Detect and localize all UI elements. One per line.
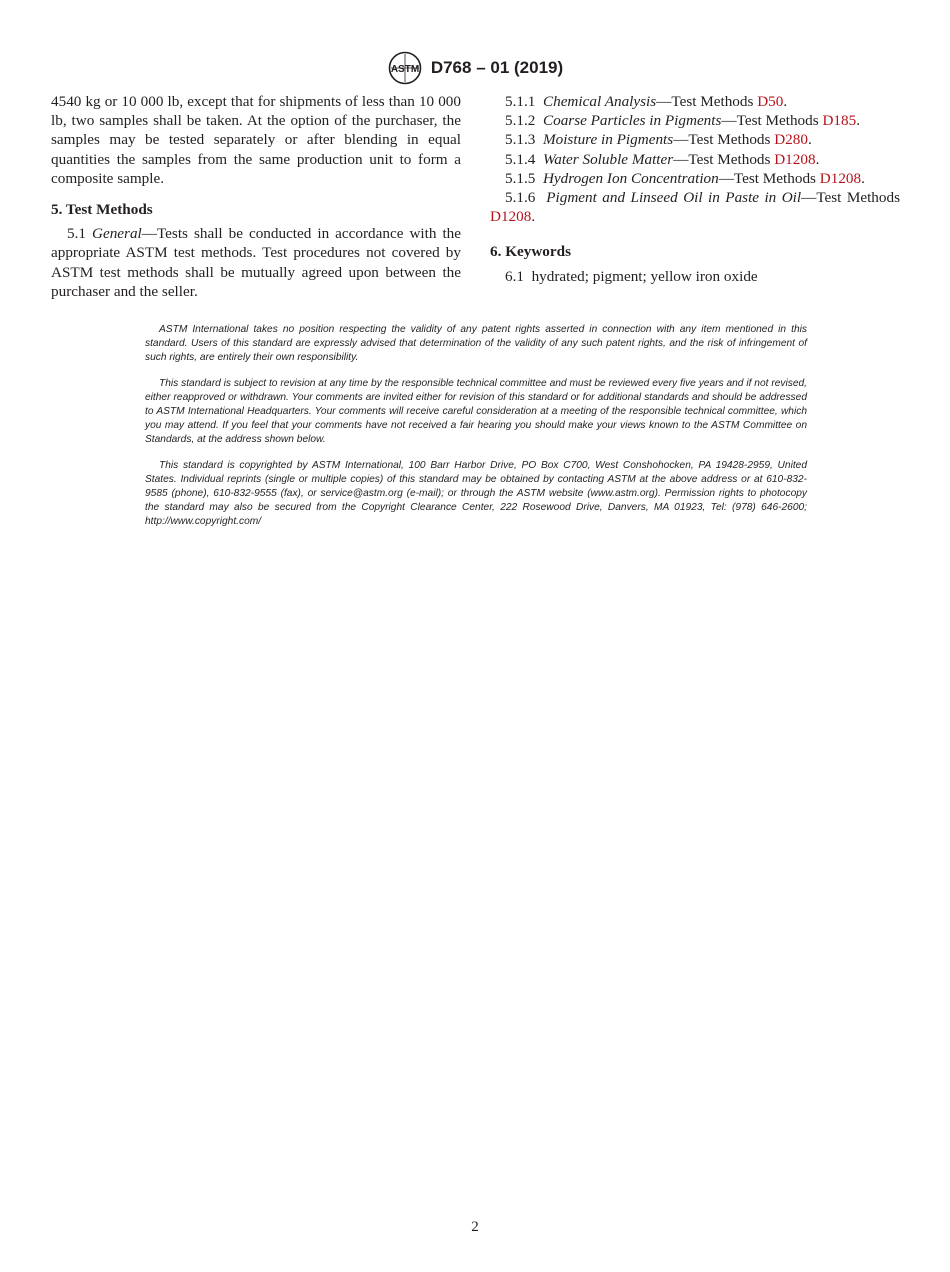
section-number: 5.1.6 — [505, 189, 536, 207]
section-title: Hydrogen Ion Concentration — [542, 169, 719, 187]
section-5-1-5 — [490, 169, 900, 188]
period: . — [856, 112, 860, 130]
page-header — [0, 51, 950, 85]
section-5-heading: 5. Test Methods — [51, 201, 153, 219]
copyright-notice: This standard is copyrighted by ASTM International, 100 Barr Harbor Drive, PO Box C700, West Conshohocken, PA 19428-2959, United States. Individual reprints (single or multiple copies) of this standard may be obtained by contacting ASTM at the above address or at 610-832-9585 (phone), 610-832-9555 (fax), or service@astm.org (e-mail); or through the ASTM website (www.astm.org). Permission rights to photocopy the standard may also be secured from the Copyright Clearance Center, 222 Rosewood Drive, Danvers, MA 01923, Tel: (978) 646-2600; http://www.copyright.com/ — [145, 460, 807, 527]
section-number: 5.1.2 — [505, 112, 536, 130]
left-column — [51, 92, 461, 301]
period: . — [807, 131, 812, 149]
revision-notice: This standard is subject to revision at any time by the responsible technical committee and must be reviewed every five years and if not revised, either reapproved or withdrawn. Your comments are invited either for revision of this standard or for additional standards and should be addressed to ASTM International Headquarters. Your comments will receive careful consideration at a meeting of the responsible technical committee, which you may attend. If you feel that your comments have not received a fair hearing you should make your views known to the ASTM Committee on Standards, at the address shown below. — [145, 378, 807, 445]
section-title: Water Soluble Matter — [542, 150, 674, 168]
sampling-paragraph: 4540 kg or 10 000 lb, except that for shipments of less than 10 000 lb, two samples shall be taken. At the option of the purchaser, the samples may be tested separately or after blending in equal quantities the samples from the same production unit to form a composite sample. — [51, 93, 461, 187]
section-title: Chemical Analysis — [542, 93, 657, 110]
reference-link-d1208[interactable]: D1208 — [774, 150, 816, 168]
section-6-heading: 6. Keywords — [490, 243, 571, 261]
section-6-1 — [490, 267, 900, 286]
section-text: —Test Methods — [721, 112, 823, 130]
section-number: 5.1.1 — [505, 93, 536, 110]
section-title: Moisture in Pigments — [542, 131, 674, 149]
section-text: —Test Methods — [673, 150, 775, 168]
period: . — [783, 93, 788, 110]
section-5-1-4 — [490, 150, 900, 169]
astm-logo-icon — [387, 51, 423, 85]
section-number: 6.1 — [505, 267, 524, 285]
section-title: General — [91, 225, 142, 243]
section-number: 5.1.5 — [505, 169, 536, 187]
reference-link-d50[interactable]: D50 — [757, 93, 784, 110]
section-5-1-6 — [490, 188, 900, 226]
period: . — [861, 169, 865, 187]
section-text: —Test Methods — [718, 169, 820, 187]
section-number: 5.1.4 — [505, 150, 536, 168]
patent-notice: ASTM International takes no position respecting the validity of any patent rights asserted in connection with any item mentioned in this standard. Users of this standard are expressly advised that determination of the validity of any such patent rights, and the risk of infringement of such rights, are entirely their own responsibility. — [145, 324, 807, 363]
reference-link-d280[interactable]: D280 — [774, 131, 808, 149]
section-number: 5.1 — [67, 225, 86, 243]
reference-link-d185[interactable]: D185 — [822, 112, 857, 130]
section-text: —Test Methods — [673, 131, 775, 149]
reference-link-d1208[interactable]: D1208 — [490, 208, 532, 226]
right-column — [490, 92, 900, 286]
logo-text: ASTM — [390, 64, 419, 75]
page-number: 2 — [471, 1219, 479, 1235]
keywords-text: hydrated; pigment; yellow iron oxide — [531, 267, 758, 285]
period: . — [531, 208, 536, 226]
section-5-1 — [51, 224, 461, 301]
section-number: 5.1.3 — [505, 131, 536, 149]
period: . — [815, 150, 820, 168]
section-text: —Tests shall be conducted in accordance with the appropriate ASTM test methods. Test procedures not covered by ASTM test methods shall be mutually agreed upon between the purchaser and the seller. — [51, 225, 461, 300]
section-text: —Test Methods — [656, 93, 758, 110]
section-5-1-1 — [490, 92, 900, 111]
section-5-1-3 — [490, 130, 900, 149]
document-id: D768 – 01 (2019) — [430, 58, 564, 77]
reference-link-d1208[interactable]: D1208 — [819, 169, 862, 187]
legal-notices — [145, 323, 807, 541]
section-title: Pigment and Linseed Oil in Paste in Oil — [546, 189, 802, 207]
section-text: —Test Methods — [801, 189, 900, 207]
section-title: Coarse Particles in Pigments — [542, 112, 722, 130]
section-5-1-2 — [490, 111, 900, 130]
